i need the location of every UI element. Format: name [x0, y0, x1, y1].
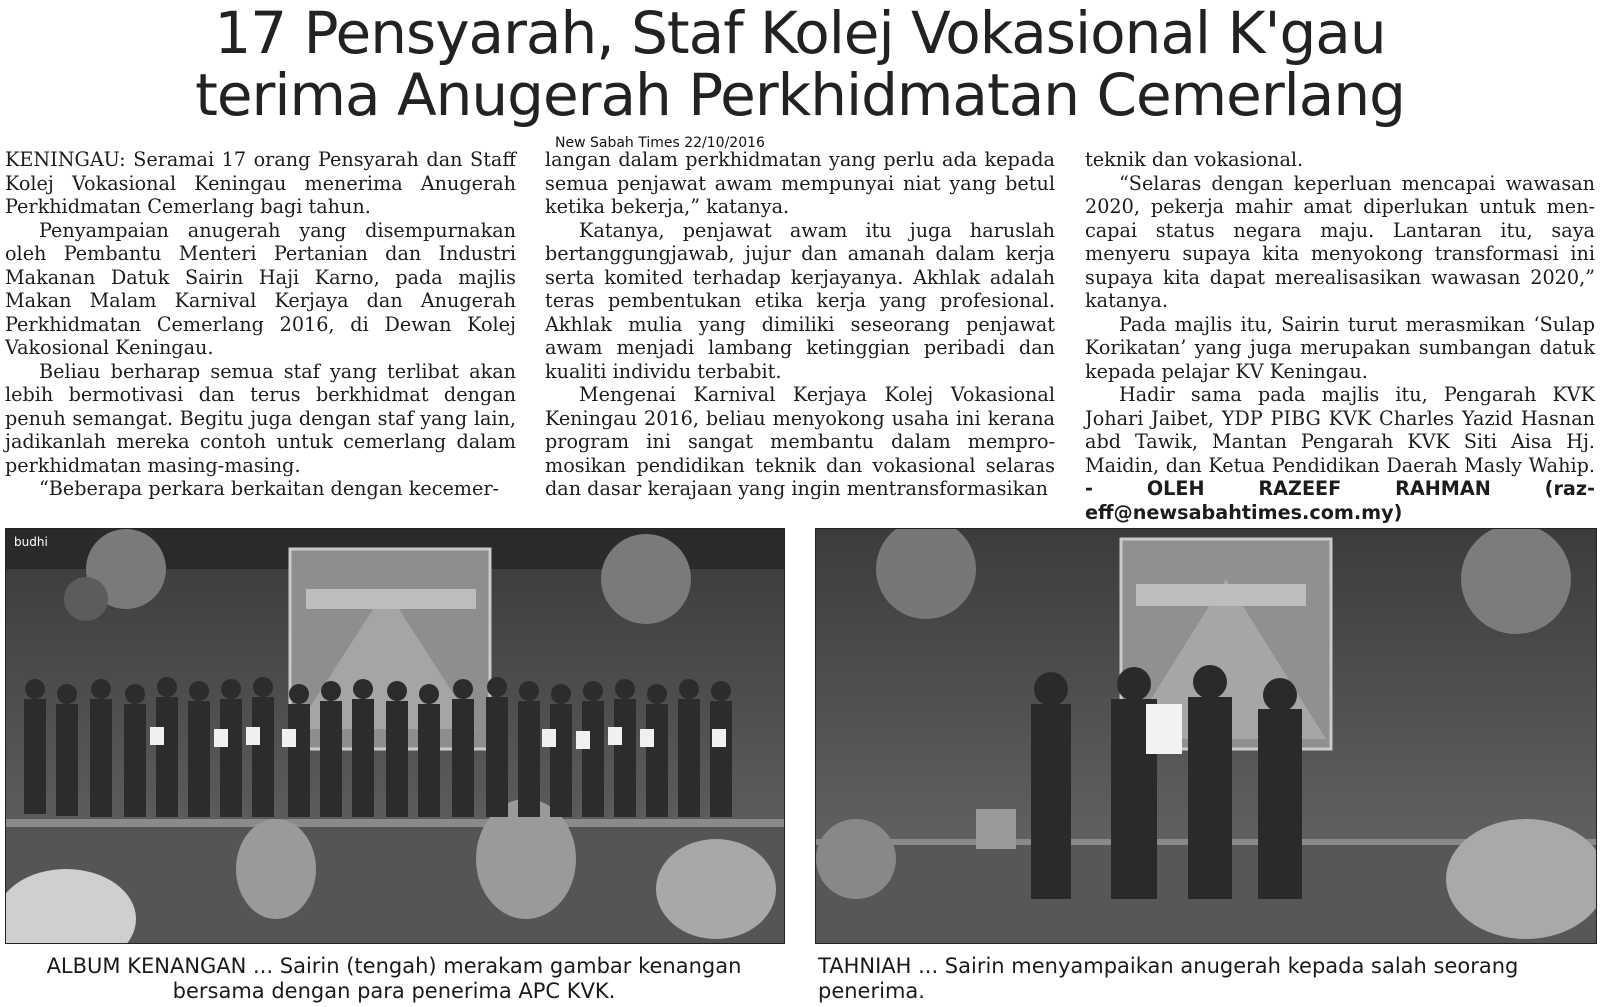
- byline: - OLEH RAZEEF RAHMAN (raz-eff@newsabahtimes.com.my): [1085, 477, 1595, 524]
- paragraph: KENINGAU: Seramai 17 orang Pensyarah dan Staff Kolej Vokasional Keningau menerima Anugerah Perkhidmatan Cemerlang bagi tahun.: [5, 148, 516, 218]
- award-photo: [815, 528, 1597, 944]
- paragraph-text: Hadir sama pada majlis itu, Pengarah KVK Johari Jaibet, YDP PIBG KVK Charles Yazid Hasnan abd Tawik, Mantan Pengarah KVK Siti Aisa Hj. Maidin, dan Ketua Pendidikan Daerah Masly Wahip.: [1085, 383, 1595, 477]
- paragraph: Beliau berharap semua staf yang terlibat akan lebih bermotivasi dan terus berkhidmat dengan penuh semangat. Begitu juga dengan staf yang lain, jadikanlah mereka contoh untuk cemerlang dalam perkhidmatan masing-masing.: [5, 359, 516, 477]
- paragraph: Mengenai Karnival Kerjaya Kolej Vokasional Keningau 2016, beliau menyokong usaha ini kerana program ini sangat membantu dalam mempro-mosikan pendidikan teknik dan vokasional selaras dan dasar kerajaan yang ingin mentransformasikan: [545, 383, 1055, 500]
- paragraph: “Beberapa perkara berkaitan dengan kecemer-: [39, 477, 500, 500]
- photo-credit: budhi: [14, 535, 48, 549]
- article-column-1: [5, 148, 516, 501]
- paragraph: langan dalam perkhidmatan yang perlu ada kepada semua penjawat awam mempunyai niat yang betul ketika bekerja,” katanya.: [545, 148, 1055, 218]
- group-photo: [5, 528, 785, 944]
- photo-caption-1: ALBUM KENANGAN ... Sairin (tengah) merakam gambar kenangan bersama dengan para penerima APC KVK.: [46, 954, 742, 1003]
- paragraph: “Selaras dengan keperluan mencapai wawasan 2020, pekerja mahir amat diperlukan untuk men-capai status negara maju. Lantaran itu, saya menyeru supaya kita menyokong transformasi ini supaya kita dapat merealisasikan wawasan 2020,” katanya.: [1085, 171, 1595, 312]
- source-note: New Sabah Times 22/10/2016: [555, 135, 765, 151]
- headline-line-1: 17 Pensyarah, Staf Kolej Vokasional K'gau: [214, 0, 1386, 67]
- paragraph: [1085, 383, 1595, 524]
- photo-caption-2: TAHNIAH ... Sairin menyampaikan anugerah kepada salah seorang penerima.: [818, 954, 1519, 1003]
- article-column-2: [545, 148, 1055, 501]
- paragraph: teknik dan vokasional.: [1085, 148, 1304, 171]
- article-column-3: [1085, 148, 1595, 524]
- paragraph: Pada majlis itu, Sairin turut merasmikan ‘Sulap Korikatan’ yang juga merupakan sumbangan datuk kepada pelajar KV Keningau.: [1085, 312, 1595, 383]
- paragraph: Penyampaian anugerah yang disempurnakan oleh Pembantu Menteri Pertanian dan Industri Makanan Datuk Sairin Haji Karno, pada majlis Makan Malam Karnival Kerjaya dan Anugerah Perkhidmatan Cemerlang 2016, di Dewan Kolej Vakosional Keningau.: [5, 218, 516, 359]
- headline-line-2: terima Anugerah Perkhidmatan Cemerlang: [195, 61, 1405, 129]
- paragraph: Katanya, penjawat awam itu juga haruslah bertanggungjawab, jujur dan amanah dalam kerja serta komited terhadap kerjayanya. Akhlak adalah teras pembentukan etika kerja yang profesional. Akhlak mulia yang dimiliki seseorang penjawat awam menjadi lambang ketinggian peribadi dan kualiti individu terbabit.: [545, 218, 1055, 383]
